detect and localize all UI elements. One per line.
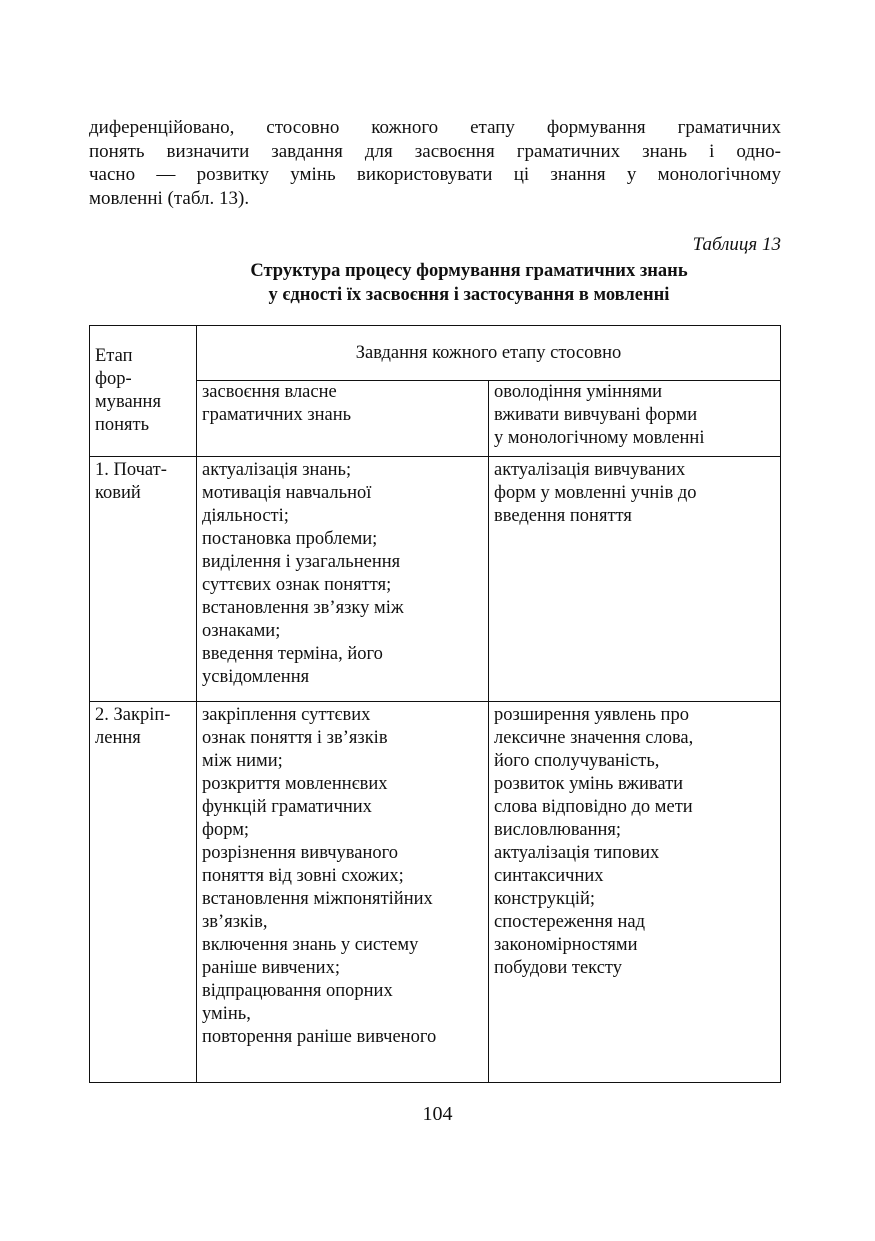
stage-header-line: понять bbox=[95, 415, 150, 435]
cell-line: ознак поняття і зв’язків bbox=[202, 728, 388, 748]
stage-cell bbox=[90, 702, 197, 1083]
stage-header-line: фор- bbox=[95, 369, 132, 389]
cell-line: розширення уявлень про bbox=[494, 705, 689, 725]
stage-cell bbox=[90, 457, 197, 702]
col1-cell bbox=[197, 457, 489, 702]
table-row bbox=[90, 702, 781, 1083]
col2-header-line: вживати вивчувані форми bbox=[494, 405, 698, 425]
cell-line: розвиток умінь вживати bbox=[494, 774, 684, 794]
cell-line: лексичне значення слова, bbox=[494, 728, 694, 748]
cell-line: мотивація навчальної bbox=[202, 483, 372, 503]
col1-header-line: граматичних знань bbox=[202, 405, 352, 425]
table-title bbox=[89, 259, 849, 307]
stage-line: ковий bbox=[95, 483, 141, 503]
col2-header-line: оволодіння уміннями bbox=[494, 382, 663, 402]
paragraph-line: мовленні (табл. 13). bbox=[89, 187, 250, 209]
cell-line: конструкцій; bbox=[494, 889, 596, 909]
tasks-header-cell: Завдання кожного етапу стосовно bbox=[197, 326, 781, 381]
cell-line: усвідомлення bbox=[202, 667, 310, 687]
cell-line: актуалізація типових bbox=[494, 843, 660, 863]
cell-line: розрізнення вивчуваного bbox=[202, 843, 399, 863]
cell-line: закріплення суттєвих bbox=[202, 705, 371, 725]
table-title-line: у єдності їх засвоєння і застосування в мовленні bbox=[268, 285, 670, 305]
cell-line: розкриття мовленнєвих bbox=[202, 774, 388, 794]
cell-line: встановлення міжпонятійних bbox=[202, 889, 433, 909]
stage-header bbox=[95, 345, 191, 437]
intro-paragraph bbox=[89, 116, 781, 210]
page-number: 104 bbox=[422, 1103, 453, 1125]
cell-line: актуалізація вивчуваних bbox=[494, 460, 686, 480]
cell-line: зв’язків, bbox=[202, 912, 268, 932]
cell-line: постановка проблеми; bbox=[202, 529, 378, 549]
table-label: Таблиця 13 bbox=[692, 234, 781, 255]
stage-line: лення bbox=[95, 728, 141, 748]
paragraph-line: понять визначити завдання для засвоєння граматичних знань і одно- bbox=[89, 140, 781, 162]
table-row bbox=[90, 457, 781, 702]
structure-table bbox=[89, 325, 781, 1083]
stage-header-line: Етап bbox=[95, 346, 133, 366]
cell-line: введення поняття bbox=[494, 506, 632, 526]
col1-cell bbox=[197, 702, 489, 1083]
col2-header-line: у монологічному мовленні bbox=[494, 428, 705, 448]
paragraph-line: часно — розвитку умінь використовувати ці знання у монологічному bbox=[89, 164, 781, 185]
col1-header-cell bbox=[197, 381, 489, 457]
table-title-line: Структура процесу формування граматичних знань bbox=[250, 261, 688, 281]
cell-line: введення терміна, його bbox=[202, 644, 383, 664]
stage-header-line: мування bbox=[95, 392, 161, 412]
cell-line: раніше вивчених; bbox=[202, 958, 340, 978]
cell-line: закономірностями bbox=[494, 935, 638, 955]
cell-line: його сполучуваність, bbox=[494, 751, 660, 771]
cell-line: повторення раніше вивченого bbox=[202, 1027, 437, 1047]
cell-line: функцій граматичних bbox=[202, 797, 372, 817]
cell-line: спостереження над bbox=[494, 912, 645, 932]
paragraph-line: диференційовано, стосовно кожного етапу формування граматичних bbox=[89, 117, 781, 138]
cell-line: ознаками; bbox=[202, 621, 281, 641]
table-header-row bbox=[90, 326, 781, 381]
cell-line: синтаксичних bbox=[494, 866, 604, 886]
col2-cell bbox=[489, 457, 781, 702]
cell-line: висловлювання; bbox=[494, 820, 622, 840]
cell-line: включення знань у систему bbox=[202, 935, 419, 955]
cell-line: суттєвих ознак поняття; bbox=[202, 575, 392, 595]
cell-line: поняття від зовні схожих; bbox=[202, 866, 404, 886]
col2-cell bbox=[489, 702, 781, 1083]
stage-line: 1. Почат- bbox=[95, 460, 167, 480]
col1-header-line: засвоєння власне bbox=[202, 382, 337, 402]
cell-line: форм у мовленні учнів до bbox=[494, 483, 697, 503]
cell-line: умінь, bbox=[202, 1004, 251, 1024]
stage-header-cell bbox=[90, 326, 197, 457]
col2-header-cell bbox=[489, 381, 781, 457]
cell-line: актуалізація знань; bbox=[202, 460, 352, 480]
cell-line: встановлення зв’язку між bbox=[202, 598, 404, 618]
cell-line: слова відповідно до мети bbox=[494, 797, 693, 817]
cell-line: відпрацювання опорних bbox=[202, 981, 393, 1001]
cell-line: виділення і узагальнення bbox=[202, 552, 401, 572]
cell-line: побудови тексту bbox=[494, 958, 622, 978]
cell-line: діяльності; bbox=[202, 506, 289, 526]
stage-line: 2. Закріп- bbox=[95, 705, 171, 725]
cell-line: форм; bbox=[202, 820, 250, 840]
cell-line: між ними; bbox=[202, 751, 283, 771]
